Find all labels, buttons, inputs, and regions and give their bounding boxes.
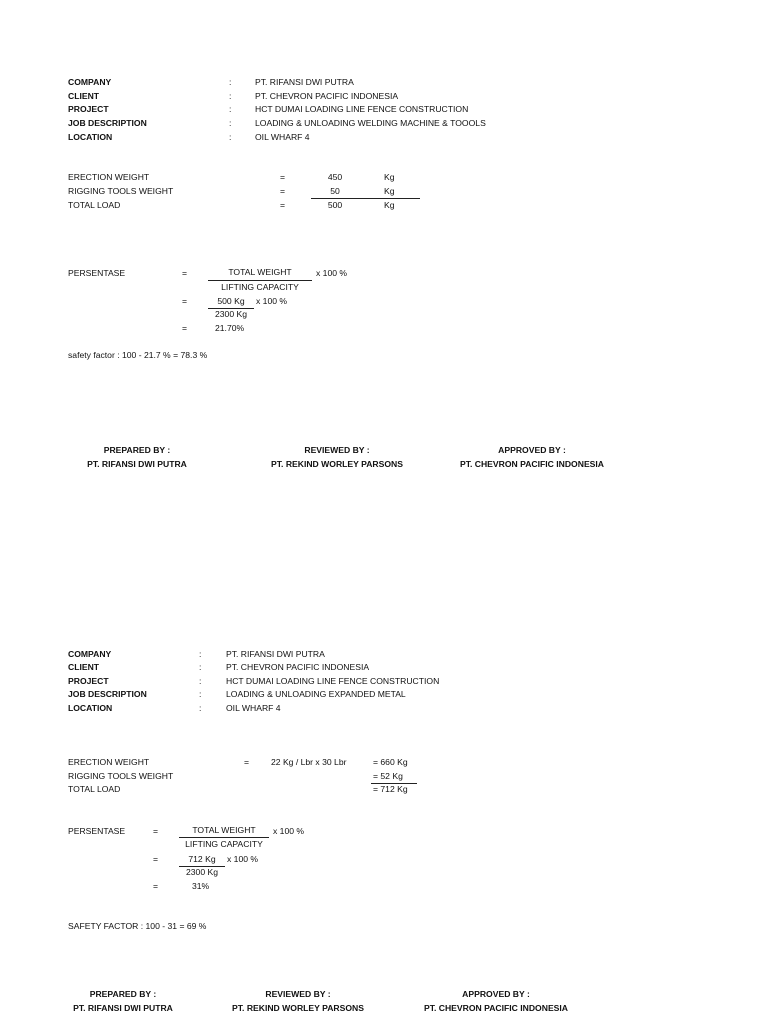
company-value: PT. RIFANSI DWI PUTRA — [255, 77, 354, 87]
client-value: PT. CHEVRON PACIFIC INDONESIA — [255, 91, 399, 101]
project-value-2: HCT DUMAI LOADING LINE FENCE CONSTRUCTION — [226, 676, 440, 686]
job-description-sep-2: : — [199, 689, 202, 699]
total-load-label: TOTAL LOAD — [68, 200, 121, 210]
approved-by-label-2: APPROVED BY : — [462, 989, 530, 999]
company-label: COMPANY — [68, 77, 112, 87]
erection-weight-value-2: = 660 Kg — [373, 757, 408, 767]
total-load-value: 500 — [327, 200, 343, 210]
value-multiplier: x 100 % — [256, 296, 288, 306]
project-label-2: PROJECT — [68, 676, 109, 686]
rigging-tools-weight-label: RIGGING TOOLS WEIGHT — [68, 186, 174, 196]
persentase-label-2: PERSENTASE — [68, 826, 126, 836]
erection-weight-formula-2: 22 Kg / Lbr x 30 Lbr — [271, 757, 347, 767]
value-numerator: 500 Kg — [217, 296, 245, 306]
erection-weight-label-2: ERECTION WEIGHT — [68, 757, 150, 767]
job-description-label-2: JOB DESCRIPTION — [68, 689, 147, 699]
rigging-tools-weight-value: 50 — [330, 186, 340, 196]
location-label-2: LOCATION — [68, 703, 113, 713]
client-sep-2: : — [199, 662, 202, 672]
value-eq: = — [182, 296, 188, 306]
persentase-label: PERSENTASE — [68, 268, 126, 278]
result-value-2: 31% — [192, 881, 210, 891]
value-denominator-2: 2300 Kg — [185, 867, 219, 877]
approved-by-org-2: PT. CHEVRON PACIFIC INDONESIA — [423, 1003, 569, 1013]
job-description-value: LOADING & UNLOADING WELDING MACHINE & TOOOLS — [255, 118, 486, 128]
safety-factor-2: SAFETY FACTOR : 100 - 31 = 69 % — [68, 921, 207, 931]
client-value-2: PT. CHEVRON PACIFIC INDONESIA — [226, 662, 370, 672]
formula-denominator-2: LIFTING CAPACITY — [185, 839, 263, 849]
project-label: PROJECT — [68, 104, 109, 114]
value-denominator: 2300 Kg — [214, 309, 248, 319]
formula-multiplier-2: x 100 % — [273, 826, 305, 836]
prepared-by-label-2: PREPARED BY : — [89, 989, 157, 999]
company-value-2: PT. RIFANSI DWI PUTRA — [226, 649, 325, 659]
client-label: CLIENT — [68, 91, 100, 101]
total-load-value-2: = 712 Kg — [373, 784, 408, 794]
erection-weight-eq: = — [280, 172, 286, 182]
company-sep-2: : — [199, 649, 202, 659]
result-value: 21.70% — [215, 323, 245, 333]
formula-denominator: LIFTING CAPACITY — [221, 282, 299, 292]
erection-weight-eq-2: = — [244, 757, 250, 767]
client-label-2: CLIENT — [68, 662, 100, 672]
rigging-tools-weight-unit: Kg — [384, 186, 395, 196]
erection-weight-unit: Kg — [384, 172, 395, 182]
location-sep: : — [229, 132, 232, 142]
reviewed-by-label-2: REVIEWED BY : — [265, 989, 331, 999]
total-load-unit: Kg — [384, 200, 395, 210]
result-eq-2: = — [153, 881, 159, 891]
value-multiplier-2: x 100 % — [227, 854, 259, 864]
rigging-tools-weight-value-2: = 52 Kg — [373, 771, 403, 781]
formula-numerator-2: TOTAL WEIGHT — [192, 825, 256, 835]
prepared-by-label: PREPARED BY : — [103, 445, 171, 455]
approved-by-org: PT. CHEVRON PACIFIC INDONESIA — [459, 459, 605, 469]
rigging-tools-weight-eq: = — [280, 186, 286, 196]
persentase-eq-2: = — [153, 826, 159, 836]
job-description-label: JOB DESCRIPTION — [68, 118, 147, 128]
location-value: OIL WHARF 4 — [255, 132, 310, 142]
total-load-eq: = — [280, 200, 286, 210]
formula-fraction-bar-2 — [179, 837, 269, 838]
reviewed-by-org-2: PT. REKIND WORLEY PARSONS — [232, 1003, 364, 1013]
reviewed-by-org: PT. REKIND WORLEY PARSONS — [271, 459, 403, 469]
location-value-2: OIL WHARF 4 — [226, 703, 281, 713]
erection-weight-value: 450 — [327, 172, 343, 182]
company-label-2: COMPANY — [68, 649, 112, 659]
prepared-by-org-2: PT. RIFANSI DWI PUTRA — [73, 1003, 173, 1013]
value-numerator-2: 712 Kg — [188, 854, 216, 864]
rigging-tools-weight-label-2: RIGGING TOOLS WEIGHT — [68, 771, 174, 781]
result-eq: = — [182, 323, 188, 333]
erection-weight-label: ERECTION WEIGHT — [68, 172, 150, 182]
total-load-label-2: TOTAL LOAD — [68, 784, 121, 794]
formula-multiplier: x 100 % — [316, 268, 348, 278]
project-value: HCT DUMAI LOADING LINE FENCE CONSTRUCTION — [255, 104, 469, 114]
job-description-value-2: LOADING & UNLOADING EXPANDED METAL — [226, 689, 406, 699]
persentase-eq: = — [182, 268, 188, 278]
approved-by-label: APPROVED BY : — [498, 445, 566, 455]
location-sep-2: : — [199, 703, 202, 713]
location-label: LOCATION — [68, 132, 113, 142]
total-underline — [311, 198, 420, 199]
safety-factor: safety factor : 100 - 21.7 % = 78.3 % — [68, 350, 208, 360]
formula-fraction-bar — [208, 280, 312, 281]
prepared-by-org: PT. RIFANSI DWI PUTRA — [87, 459, 187, 469]
formula-numerator: TOTAL WEIGHT — [228, 267, 292, 277]
company-sep: : — [229, 77, 232, 87]
project-sep: : — [229, 104, 232, 114]
job-description-sep: : — [229, 118, 232, 128]
project-sep-2: : — [199, 676, 202, 686]
value-eq-2: = — [153, 854, 159, 864]
client-sep: : — [229, 91, 232, 101]
reviewed-by-label: REVIEWED BY : — [304, 445, 370, 455]
